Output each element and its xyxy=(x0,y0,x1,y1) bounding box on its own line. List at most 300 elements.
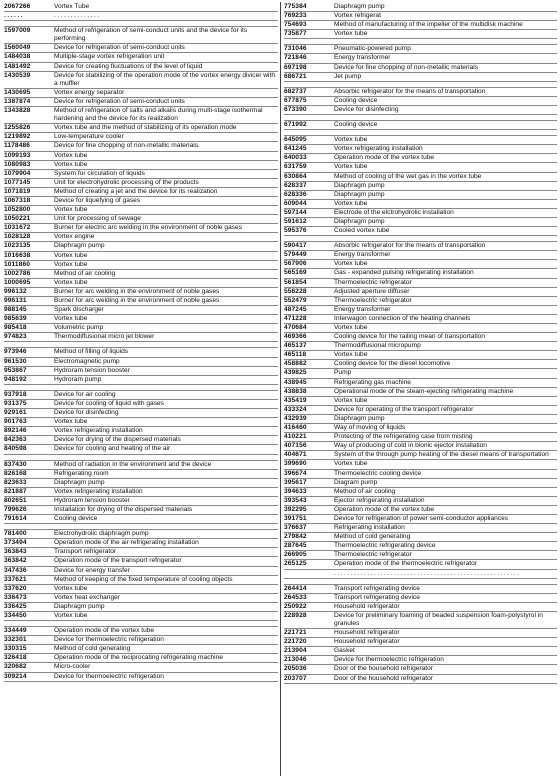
patent-number: 973946 xyxy=(4,348,27,356)
patent-number: 1255826 xyxy=(4,124,31,132)
patent-number: 556228 xyxy=(284,287,307,295)
patent-row xyxy=(284,379,557,388)
patent-row xyxy=(4,539,278,548)
patent-number: 1080983 xyxy=(4,160,31,168)
patent-number: 326418 xyxy=(4,654,27,662)
patent-row xyxy=(284,524,557,533)
patent-row xyxy=(4,445,278,454)
patent-row xyxy=(4,654,278,663)
patent-title: Hydroram pump xyxy=(54,375,102,383)
patent-number: 471228 xyxy=(284,314,307,322)
patent-row xyxy=(284,388,557,397)
patent-number: 821887 xyxy=(4,487,27,495)
patent-row xyxy=(284,73,557,82)
patent-title: Method of cold generating xyxy=(54,645,131,653)
patent-number: 631759 xyxy=(284,163,307,171)
patent-row xyxy=(284,497,557,506)
patent-number: 309214 xyxy=(4,672,27,680)
patent-title: Device for preliminary foaming of beaded suspension foam-polystyrol in granules xyxy=(334,611,543,627)
patent-title: Cooled vortex tube xyxy=(334,227,390,235)
patent-row xyxy=(284,315,557,324)
patent-title: Vortex tube xyxy=(334,136,368,144)
patent-number: 799626 xyxy=(4,505,27,513)
patent-row xyxy=(284,406,557,415)
patent-row xyxy=(4,252,278,261)
patent-title: Device for drying of the dispersed materials xyxy=(54,436,181,444)
patent-number: 791614 xyxy=(4,515,27,523)
patent-title: Cooling device xyxy=(54,515,98,523)
patent-title: Gas - expanded pulsing refrigerating installation xyxy=(334,269,474,277)
patent-row xyxy=(4,242,278,251)
patent-row xyxy=(4,673,278,682)
patent-title: Method of manufacturing of the impeller of the multidisk machine xyxy=(334,21,523,29)
patent-number: 754693 xyxy=(284,21,307,29)
patent-title: Vortex tube xyxy=(334,30,368,38)
patent-number: 1011860 xyxy=(4,260,31,268)
patent-title: Vortex tube xyxy=(334,324,368,331)
patent-title: Cooling device xyxy=(334,121,378,129)
patent-row xyxy=(284,397,557,406)
patent-number: 823633 xyxy=(4,478,27,486)
patent-number: 1560049 xyxy=(4,44,31,52)
patent-number: 458882 xyxy=(284,360,307,368)
patent-number: 590417 xyxy=(284,242,307,250)
patent-row xyxy=(284,351,557,360)
patent-row xyxy=(4,89,278,98)
patent-title: Device for thermoelectric refrigeration xyxy=(54,636,164,644)
patent-number: 1071819 xyxy=(4,187,31,195)
patent-row xyxy=(284,306,557,315)
patent-row xyxy=(284,12,557,21)
patent-row xyxy=(284,163,557,172)
patent-title: Unit for processing of sewage xyxy=(54,215,141,223)
patent-title: Method of refrigeration of salts and alkalis during multi-stage isothermal hardening and the device for its realization xyxy=(54,107,263,123)
patent-number: 2067266 xyxy=(4,3,31,10)
patent-number: 399690 xyxy=(284,460,307,468)
patent-number: 567906 xyxy=(284,260,307,268)
patent-row xyxy=(4,72,278,89)
patent-row xyxy=(284,333,557,342)
patent-title: Device for disinfecting xyxy=(54,409,119,417)
patent-title: Device for cooling and heating of the air xyxy=(54,445,171,453)
patent-title: Vortex tube xyxy=(54,418,88,426)
patent-row xyxy=(4,367,278,376)
patent-number: 802651 xyxy=(4,496,27,504)
patent-row xyxy=(284,629,557,638)
patent-row xyxy=(284,154,557,163)
patent-number: 336425 xyxy=(4,602,27,610)
patent-title: Vortex refrigerat xyxy=(334,12,381,20)
patent-number: 433324 xyxy=(284,405,307,413)
patent-row xyxy=(4,636,278,645)
patent-number: 640033 xyxy=(284,154,307,162)
patent-number: 840598 xyxy=(4,445,27,453)
patent-row xyxy=(4,627,278,636)
patent-title: Gasket xyxy=(334,647,355,655)
patent-title: Device for cooling of liquid with gases xyxy=(54,399,164,407)
patent-title: Way of moving of liquids xyxy=(334,424,406,432)
patent-title: Method of keeping of the fixed temperature of cooling objects xyxy=(54,575,233,583)
patent-number: 645095 xyxy=(284,136,307,144)
patent-row xyxy=(284,551,557,560)
patent-title: Vortex tube xyxy=(334,396,368,404)
patent-row xyxy=(4,315,278,324)
patent-row xyxy=(284,21,557,30)
patent-row xyxy=(4,461,278,470)
patent-title: Thermodiffusional micropump xyxy=(334,342,421,350)
patent-title: Way of producing of cold in bionic ejector installation xyxy=(334,442,487,450)
patent-title: Vortex engine xyxy=(54,233,95,241)
patent-number: 1343828 xyxy=(4,107,31,115)
patent-row xyxy=(4,645,278,654)
patent-title: Device for operating of the transport refrigerator xyxy=(334,405,474,413)
patent-row xyxy=(284,479,557,488)
patent-row xyxy=(284,30,557,39)
patent-row xyxy=(4,324,278,333)
patent-number: 320682 xyxy=(4,663,27,671)
patent-row xyxy=(4,197,278,206)
patent-row xyxy=(284,533,557,542)
patent-row xyxy=(284,260,557,269)
patent-number: 287645 xyxy=(284,542,307,550)
patent-title: Diaphragm pump xyxy=(334,181,385,189)
patent-row xyxy=(284,656,557,665)
patent-row xyxy=(4,3,278,12)
patent-row xyxy=(284,442,557,451)
patent-number: 266905 xyxy=(284,551,307,559)
patent-title: Transport refrigerator xyxy=(54,548,117,556)
left-column xyxy=(4,3,278,682)
patent-row xyxy=(284,424,557,433)
patent-title: Spark discharger xyxy=(54,306,104,314)
patent-title: Transport refrigerating device xyxy=(334,593,420,601)
patent-number: 985639 xyxy=(4,315,27,323)
patent-row xyxy=(4,603,278,612)
patent-title: Jet pump xyxy=(334,72,362,80)
patent-title: Ejector refrigerating installation xyxy=(334,496,425,504)
patent-row xyxy=(4,409,278,418)
patent-number: 469366 xyxy=(284,333,307,341)
patent-number: 988145 xyxy=(4,306,27,314)
patent-row xyxy=(4,479,278,488)
patent-row xyxy=(284,570,557,579)
patent-row xyxy=(284,342,557,351)
patent-title: Vortex energy separator xyxy=(54,88,125,96)
patent-row xyxy=(284,173,557,182)
patent-title: Device for disinfecting xyxy=(334,105,399,113)
patent-number: 347436 xyxy=(4,566,27,574)
patent-number: 221721 xyxy=(284,629,307,637)
patent-title: Method of radiation in the environment and the device xyxy=(54,460,212,468)
patent-row xyxy=(4,400,278,409)
patent-number: 837430 xyxy=(4,460,27,468)
patent-title: Vortex tube xyxy=(334,163,368,171)
patent-row xyxy=(4,142,278,151)
patent-title: Door of the household refrigerator xyxy=(334,665,433,673)
patent-title: Device for creating fluctuations of the level of liquid xyxy=(54,62,203,70)
patent-number: 465137 xyxy=(284,342,307,350)
patent-number: 1079904 xyxy=(4,169,31,177)
patent-number: 432939 xyxy=(284,414,307,422)
patent-row xyxy=(4,124,278,133)
patent-number: 677875 xyxy=(284,96,307,104)
patent-title: Electrohydrolic diaphragm pump xyxy=(54,530,149,538)
patent-number: 416460 xyxy=(284,424,307,432)
patent-row xyxy=(4,567,278,576)
patent-number: 609044 xyxy=(284,199,307,207)
patent-number: 228928 xyxy=(284,611,307,619)
patent-title: Diaphragm pump xyxy=(54,242,105,250)
patent-row xyxy=(4,133,278,142)
patent-number: 396674 xyxy=(284,469,307,477)
patent-number: 996131 xyxy=(4,297,27,304)
patent-title: Burner for arc welding in the environment of noble gases xyxy=(54,287,220,295)
patent-title: Door of the household refrigerator xyxy=(334,674,433,682)
patent-title: Device for thermoelectric refrigeration xyxy=(54,672,164,680)
patent-number: 1077145 xyxy=(4,178,31,186)
patent-title: Thermoelectric refrigerator xyxy=(334,278,412,286)
patent-row xyxy=(284,433,557,442)
patent-row xyxy=(284,515,557,524)
patent-row xyxy=(284,665,557,674)
patent-number: 435419 xyxy=(284,396,307,404)
patent-title: Diaphragm pump xyxy=(54,602,105,610)
patent-number: 391751 xyxy=(284,514,307,522)
patent-title: Thermoelectric cooling device xyxy=(334,469,422,477)
patent-number: 1000695 xyxy=(4,278,31,286)
patent-row xyxy=(4,53,278,62)
patent-number: 203707 xyxy=(284,674,307,682)
patent-number: 392295 xyxy=(284,505,307,513)
patent-row xyxy=(284,145,557,154)
patent-title: Electromagnetic pump xyxy=(54,357,120,365)
patent-row xyxy=(4,470,278,479)
patent-title: Vortex Tube xyxy=(54,3,90,10)
patent-number: 439825 xyxy=(284,369,307,377)
patent-title: Operation mode of the thermoelectric refrigerator xyxy=(334,560,477,568)
patent-title: Adjusted aperture diffuser xyxy=(334,287,410,295)
patent-number: 595376 xyxy=(284,227,307,235)
patent-title: Operational mode of the steam-ejecting refrigerating machine xyxy=(334,387,514,395)
patent-number: 1178486 xyxy=(4,142,31,150)
patent-row xyxy=(284,451,557,460)
patent-title: Device for thermoelectric refrigeration xyxy=(334,656,444,664)
patent-title: Vortex tube xyxy=(334,199,368,207)
patent-row xyxy=(284,675,557,684)
patent-row xyxy=(4,224,278,233)
patent-row xyxy=(4,27,278,44)
patent-title: Electrode of the elctrohydrolic installation xyxy=(334,208,454,216)
patent-title: Device for fine chopping of non-metallic materials xyxy=(334,63,479,71)
patent-title: Vortex tube xyxy=(54,260,88,268)
patent-number: 1481492 xyxy=(4,62,31,70)
patent-row xyxy=(284,647,557,656)
patent-number: 630864 xyxy=(284,172,307,180)
patent-number: 892146 xyxy=(4,427,27,435)
patent-title: Diaphragm pump xyxy=(334,414,385,422)
patent-number: 1597009 xyxy=(4,27,31,35)
patent-row xyxy=(284,279,557,288)
patent-title: Vortex heat exchanger xyxy=(54,593,120,601)
patent-number: 1219892 xyxy=(4,133,31,141)
patent-row xyxy=(4,506,278,515)
patent-title: Vortex refrigerating installation xyxy=(334,145,423,153)
patent-title: Vortex tube xyxy=(54,278,88,286)
patent-row xyxy=(4,279,278,288)
patent-number: 735877 xyxy=(284,30,307,38)
patent-number: 395617 xyxy=(284,478,307,486)
patent-row xyxy=(284,106,557,115)
patent-number: 552479 xyxy=(284,296,307,304)
patent-row xyxy=(4,63,278,72)
patent-row xyxy=(284,3,557,12)
patent-number: 1002786 xyxy=(4,269,31,277)
patent-number: 330315 xyxy=(4,645,27,653)
patent-title: Vortex tube and the method of stabilizing of its operation mode xyxy=(54,124,237,132)
patent-title: System of the through pump heating of the diesel means of transportation xyxy=(334,451,549,459)
patent-title: Method of creating a jet and the device for its realization xyxy=(54,187,218,195)
patent-number: 597144 xyxy=(284,208,307,216)
patent-number: 628336 xyxy=(284,190,307,198)
patent-title: Pneumatic-powered pump xyxy=(334,45,411,53)
patent-number: 974823 xyxy=(4,333,27,341)
patent-number: 953867 xyxy=(4,366,27,374)
patent-title: Cooling device for the railing mean of transportation xyxy=(334,333,486,341)
patent-row xyxy=(4,333,278,342)
patent-title: Multiple-stage vortex refrigeration unit xyxy=(54,53,165,61)
patent-title: Vortex tube xyxy=(334,260,368,268)
patent-row xyxy=(284,612,557,629)
patent-number: 628337 xyxy=(284,181,307,189)
patent-number: 373494 xyxy=(4,539,27,547)
patent-row xyxy=(284,460,557,469)
patent-title: ........................................................ xyxy=(334,569,521,577)
patent-row xyxy=(4,270,278,279)
right-column xyxy=(284,3,557,684)
patent-number: 1028128 xyxy=(4,233,31,241)
patent-title: Method of cooling of the wet gas in the vortex tube xyxy=(334,172,482,180)
patent-row xyxy=(4,170,278,179)
patent-number: 591612 xyxy=(284,217,307,225)
patent-row xyxy=(284,64,557,73)
patent-number: 438838 xyxy=(284,387,307,395)
patent-number: 337621 xyxy=(4,575,27,583)
patent-title: Diaphragm pump xyxy=(334,190,385,198)
patent-number: 931375 xyxy=(4,399,27,407)
patent-row xyxy=(284,594,557,603)
patent-title: Volumetric pump xyxy=(54,324,104,332)
patent-number: 826168 xyxy=(4,469,27,477)
patent-row xyxy=(4,548,278,557)
patent-title: Method of air cooling xyxy=(54,269,116,277)
patent-number: 1023135 xyxy=(4,242,31,250)
patent-title: Device for refrigeration of power semi-conductor appliances xyxy=(334,514,509,522)
patent-title: Vortex tube xyxy=(54,315,88,323)
patent-title: Device for refrigeration of semi-conduct units xyxy=(54,97,185,105)
patent-row xyxy=(4,215,278,224)
patent-number: 264533 xyxy=(284,593,307,601)
patent-row xyxy=(4,297,278,306)
patent-number: 404671 xyxy=(284,451,307,459)
patent-row xyxy=(284,542,557,551)
patent-number: 996132 xyxy=(4,287,27,295)
patent-number: 250922 xyxy=(284,602,307,610)
patent-number: 673390 xyxy=(284,105,307,113)
patent-title: Household refrigerator xyxy=(334,638,400,646)
patent-row xyxy=(4,161,278,170)
patent-title: Cooling device for the diesel locomotive xyxy=(334,360,451,368)
patent-number: 842363 xyxy=(4,436,27,444)
patent-row xyxy=(4,376,278,385)
patent-title: Device for air cooling xyxy=(54,390,116,398)
patent-title: Method of cold generating xyxy=(334,533,411,541)
patent-number: 334450 xyxy=(4,612,27,619)
patent-number: 682737 xyxy=(284,87,307,95)
patent-title: Vortex tube xyxy=(54,151,88,159)
patent-number: 332301 xyxy=(4,636,27,644)
patent-row xyxy=(284,182,557,191)
patent-title: Installation for drying of the dispersed materials xyxy=(54,505,193,513)
patent-number: 671992 xyxy=(284,121,307,129)
patent-row xyxy=(4,188,278,197)
patent-number: 1052800 xyxy=(4,206,31,214)
patent-row xyxy=(284,560,557,569)
patent-title: Operation mode of the vortex tube xyxy=(334,505,435,513)
patent-row xyxy=(4,391,278,400)
patent-title: Household refrigerator xyxy=(334,602,400,610)
patent-title: Device for energy transfer xyxy=(54,566,130,574)
patent-number: 376637 xyxy=(284,524,307,532)
patent-title: Diaphragm pump xyxy=(334,217,385,225)
patent-title: Method of refrigeration of semi-conduct units and the device for its performing xyxy=(54,27,248,43)
patent-title: Refrigerating gas machine xyxy=(334,378,411,386)
patent-title: Thermoelectric refrigerating device xyxy=(334,542,436,550)
patent-title: Vortex tube xyxy=(54,584,88,592)
patent-title: Method of air cooling xyxy=(334,487,396,495)
patent-row xyxy=(284,638,557,647)
patent-title: Vortex tube xyxy=(54,251,88,259)
patent-number: 1099193 xyxy=(4,151,31,159)
patent-row xyxy=(4,358,278,367)
patent-title: Energy transformer xyxy=(334,305,391,313)
patent-title: Diaphragm pump xyxy=(334,3,385,10)
patent-number: 394633 xyxy=(284,487,307,495)
patent-title: Refrigerating room xyxy=(54,469,109,477)
patent-row xyxy=(4,306,278,315)
patent-title: Thermoelectric refrigerator xyxy=(334,296,412,304)
patent-title: Operation mode of the vortex tube xyxy=(54,627,155,635)
patent-number: 561854 xyxy=(284,278,307,286)
patent-title: Household refrigerator xyxy=(334,629,400,637)
patent-row xyxy=(284,191,557,200)
patent-number: 264414 xyxy=(284,584,307,592)
patent-number: 781400 xyxy=(4,530,27,538)
patent-title: Vortex refrigerating installation xyxy=(54,427,143,435)
patent-number: 565169 xyxy=(284,269,307,277)
patent-row xyxy=(4,488,278,497)
patent-row xyxy=(284,209,557,218)
patent-row xyxy=(284,88,557,97)
patent-number: 1031672 xyxy=(4,224,31,232)
patent-title: Thermoelectric refrigerator xyxy=(334,551,412,559)
patent-row xyxy=(4,585,278,594)
patent-row xyxy=(284,200,557,209)
patent-title: Device for refrigeration of semi-conduct units xyxy=(54,44,185,52)
patent-title: Transport refrigerating device xyxy=(334,584,420,592)
patent-title: Method of filling of liquids xyxy=(54,348,129,356)
patent-row xyxy=(4,12,278,21)
patent-title: Micro-cooler xyxy=(54,663,91,671)
